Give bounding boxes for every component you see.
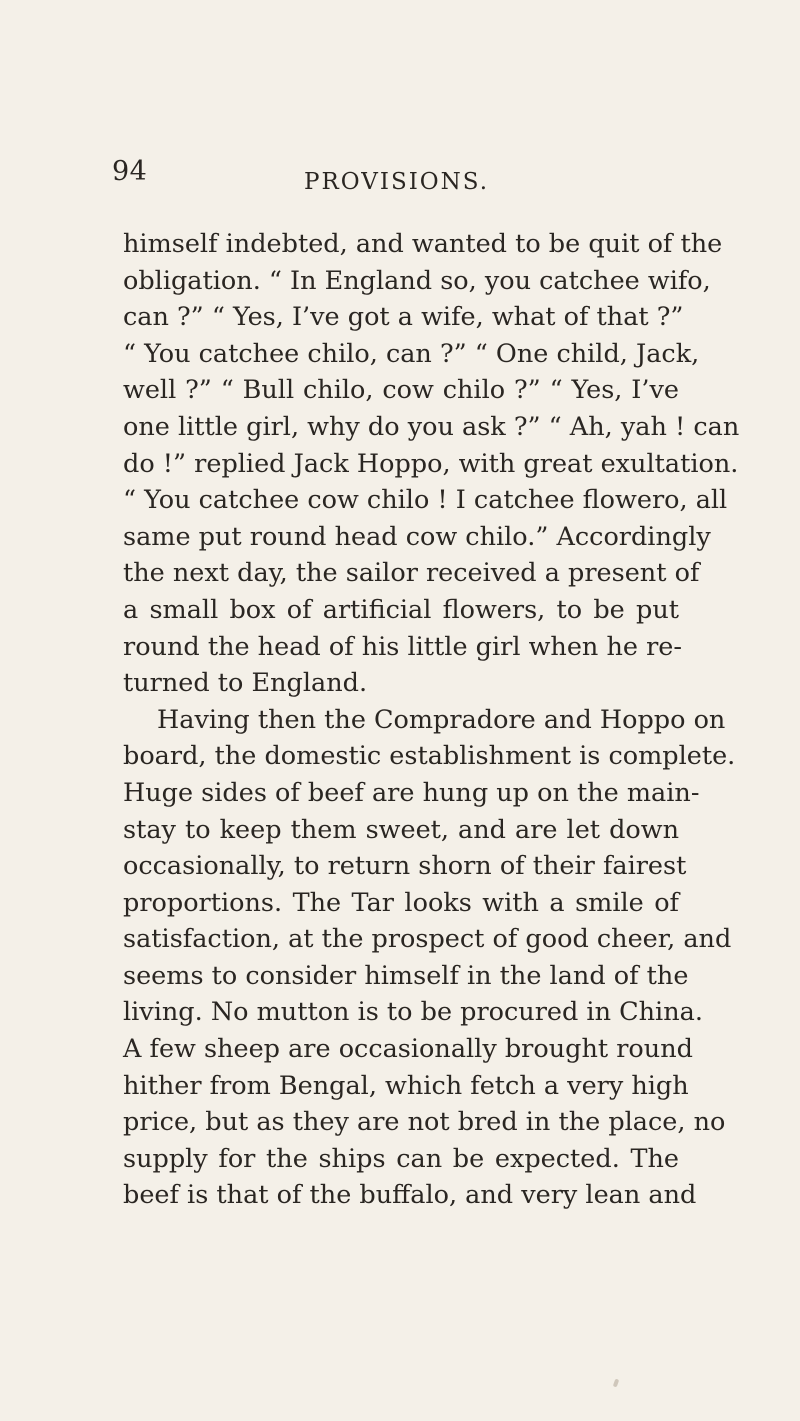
text-line: proportions. The Tar looks with a smile of bbox=[123, 887, 679, 918]
text-line: “ You catchee chilo, can ?” “ One child, Jack, bbox=[123, 338, 700, 369]
text-line: supply for the ships can be expected. The bbox=[123, 1143, 679, 1174]
text-line: Huge sides of beef are hung up on the main- bbox=[123, 777, 700, 808]
text-line: same put round head cow chilo.” Accordingly bbox=[123, 521, 711, 552]
text-line: occasionally, to return shorn of their fairest bbox=[123, 851, 687, 882]
text-line: well ?” “ Bull chilo, cow chilo ?” “ Yes, I’ve bbox=[123, 375, 679, 406]
text-line: board, the domestic establishment is complete. bbox=[123, 741, 736, 772]
text-line: satisfaction, at the prospect of good cheer, and bbox=[123, 924, 732, 955]
text-line: price, but as they are not bred in the place, no bbox=[123, 1107, 726, 1138]
text-line: hither from Bengal, which fetch a very high bbox=[123, 1070, 689, 1101]
text-line: the next day, the sailor received a present of bbox=[123, 558, 700, 589]
text-line: do !” replied Jack Hoppo, with great exultation. bbox=[123, 448, 739, 479]
text-line: Having then the Compradore and Hoppo on bbox=[157, 704, 726, 735]
text-line: a small box of artificial flowers, to be put bbox=[123, 594, 679, 625]
paper-speck bbox=[613, 1379, 619, 1388]
text-line: turned to England. bbox=[123, 668, 368, 699]
running-title: PROVISIONS. bbox=[304, 169, 490, 195]
text-line: one little girl, why do you ask ?” “ Ah, yah ! can bbox=[123, 411, 740, 442]
page-number: 94 bbox=[112, 156, 148, 187]
text-line: obligation. “ In England so, you catchee wifo, bbox=[123, 265, 711, 296]
text-line: “ You catchee cow chilo ! I catchee flowero, all bbox=[123, 485, 728, 516]
body-text bbox=[123, 226, 740, 1214]
text-line: round the head of his little girl when he re- bbox=[123, 631, 682, 662]
text-line: beef is that of the buffalo, and very lean and bbox=[123, 1180, 697, 1211]
text-line: seems to consider himself in the land of the bbox=[123, 960, 689, 991]
text-line: A few sheep are occasionally brought round bbox=[123, 1034, 693, 1065]
text-line: stay to keep them sweet, and are let down bbox=[123, 814, 679, 845]
text-line: living. No mutton is to be procured in China. bbox=[123, 997, 703, 1028]
text-line: himself indebted, and wanted to be quit of the bbox=[123, 229, 723, 259]
text-line: can ?” “ Yes, I’ve got a wife, what of that ?” bbox=[123, 302, 684, 333]
